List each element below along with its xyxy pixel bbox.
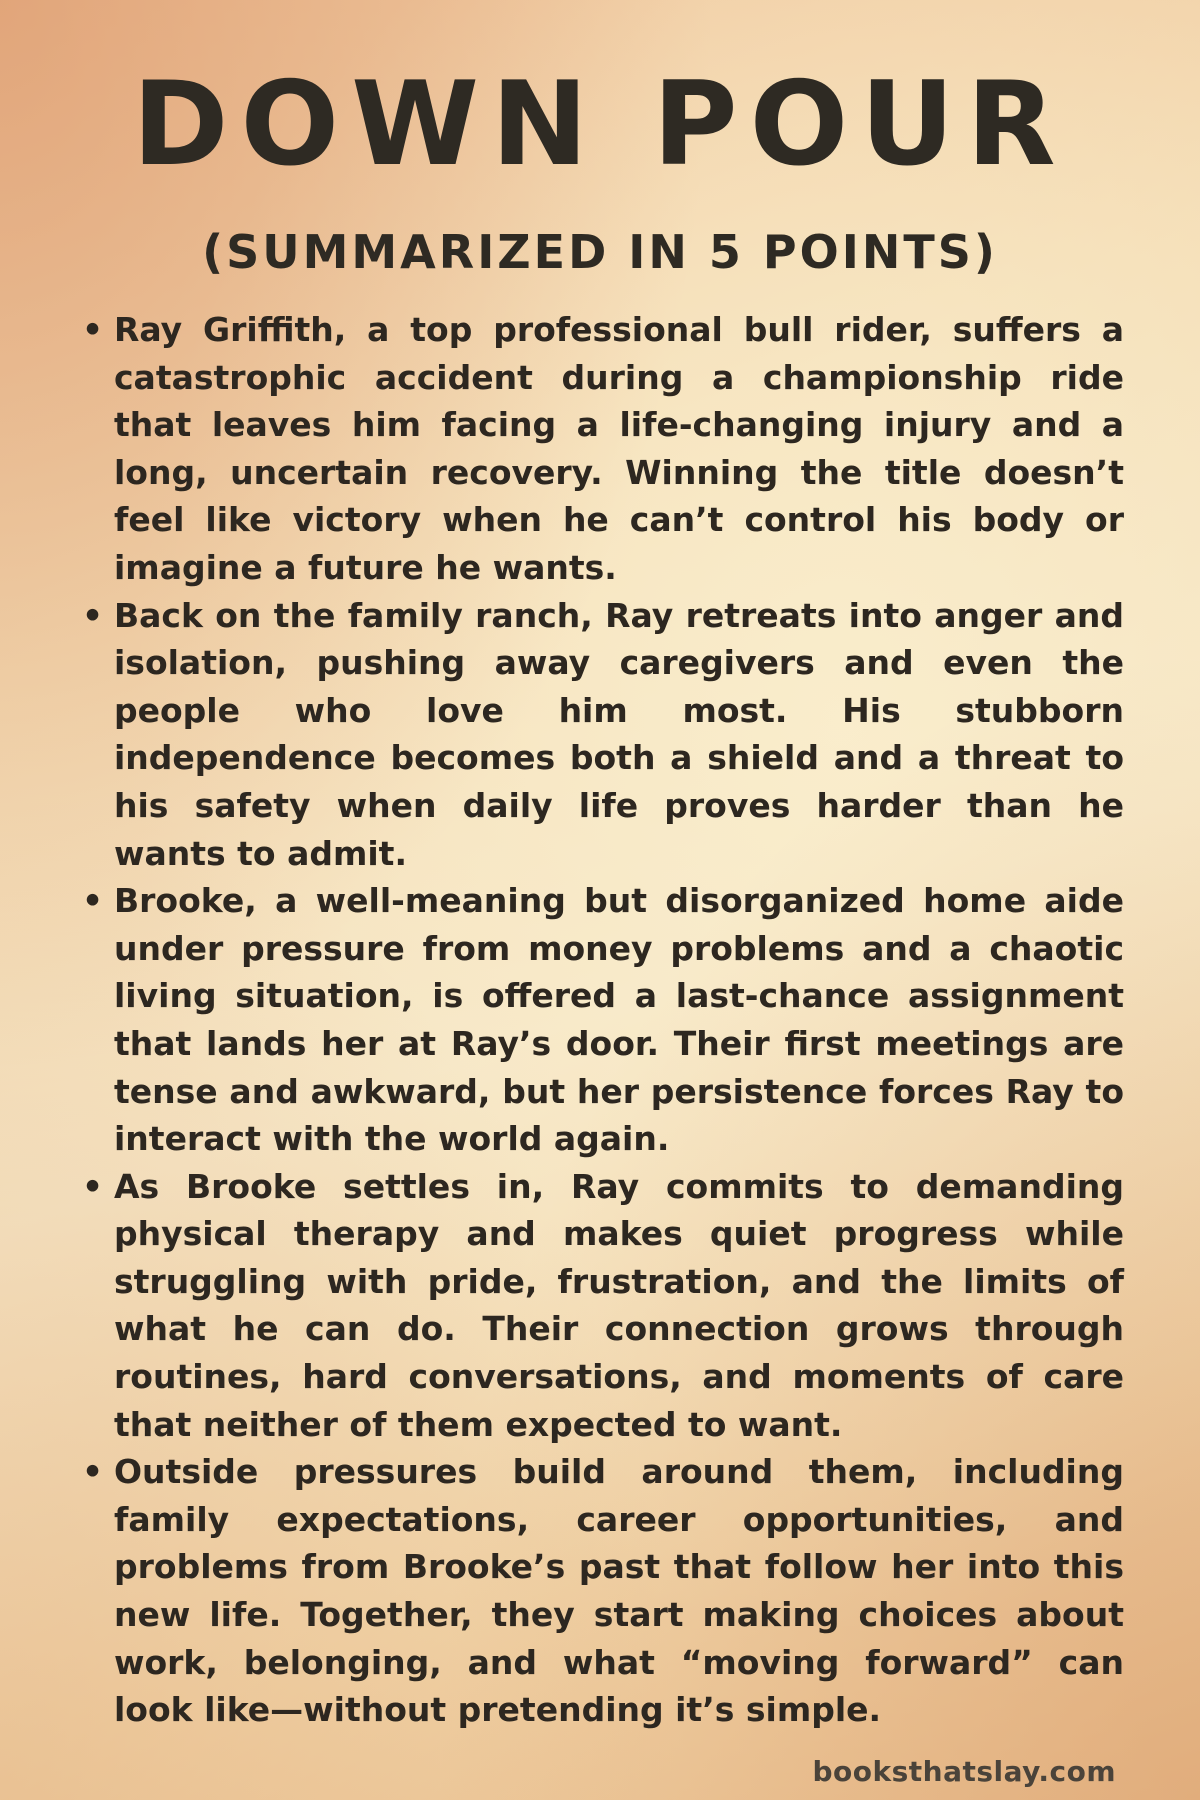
bullet-icon: • [82,595,104,635]
summary-point-text: Brooke, a well-meaning but disorganized home aide under pressure from money problems and a chaotic living situation, is offered a last-chance assignment that lands her at Ray’s door. Their first meetings are tense and awkward, but her persistence forces Ray to interact with the world again. [114,881,1124,1159]
summary-point-3 [80,877,1124,1163]
summary-point-text: Back on the family ranch, Ray retreats into anger and isolation, pushing away caregivers and even the people who love him most. His stubborn independence becomes both a shield and a threat to his safety when daily life proves harder than he wants to admit. [114,595,1124,873]
bullet-icon: • [82,1166,104,1206]
summary-point-text: Outside pressures build around them, including family expectations, career opportunities, and problems from Brooke’s past that follow her into this new life. Together, they start making choices about work, belonging, and what “moving forward” can look like—without pretending it’s simple. [114,1452,1124,1730]
summary-points-list [80,306,1124,1734]
summary-point-1 [80,306,1124,592]
summary-point-4 [80,1163,1124,1449]
bullet-icon: • [82,310,104,349]
site-watermark: booksthatslay.com [812,1755,1116,1788]
summary-point-text: As Brooke settles in, Ray commits to demanding physical therapy and makes quiet progress while struggling with pride, frustration, and the limits of what he can do. Their connection grows through routines, hard conversations, and moments of care that neither of them expected to want. [114,1166,1124,1444]
summary-point-5 [80,1448,1124,1734]
bullet-icon: • [82,1452,104,1492]
summary-point-text: Ray Griffith, a top professional bull rider, suffers a catastrophic accident during a championship ride that leaves him facing a life-changing injury and a long, uncertain recovery. Winning the title doesn’t feel like victory when he can’t control his body or imagine a future he wants. [114,310,1124,587]
summary-point-2 [80,592,1124,878]
bullet-icon: • [82,881,104,921]
page-title: DOWN POUR [132,57,1068,192]
page-subtitle: (SUMMARIZED IN 5 POINTS) [202,225,998,279]
